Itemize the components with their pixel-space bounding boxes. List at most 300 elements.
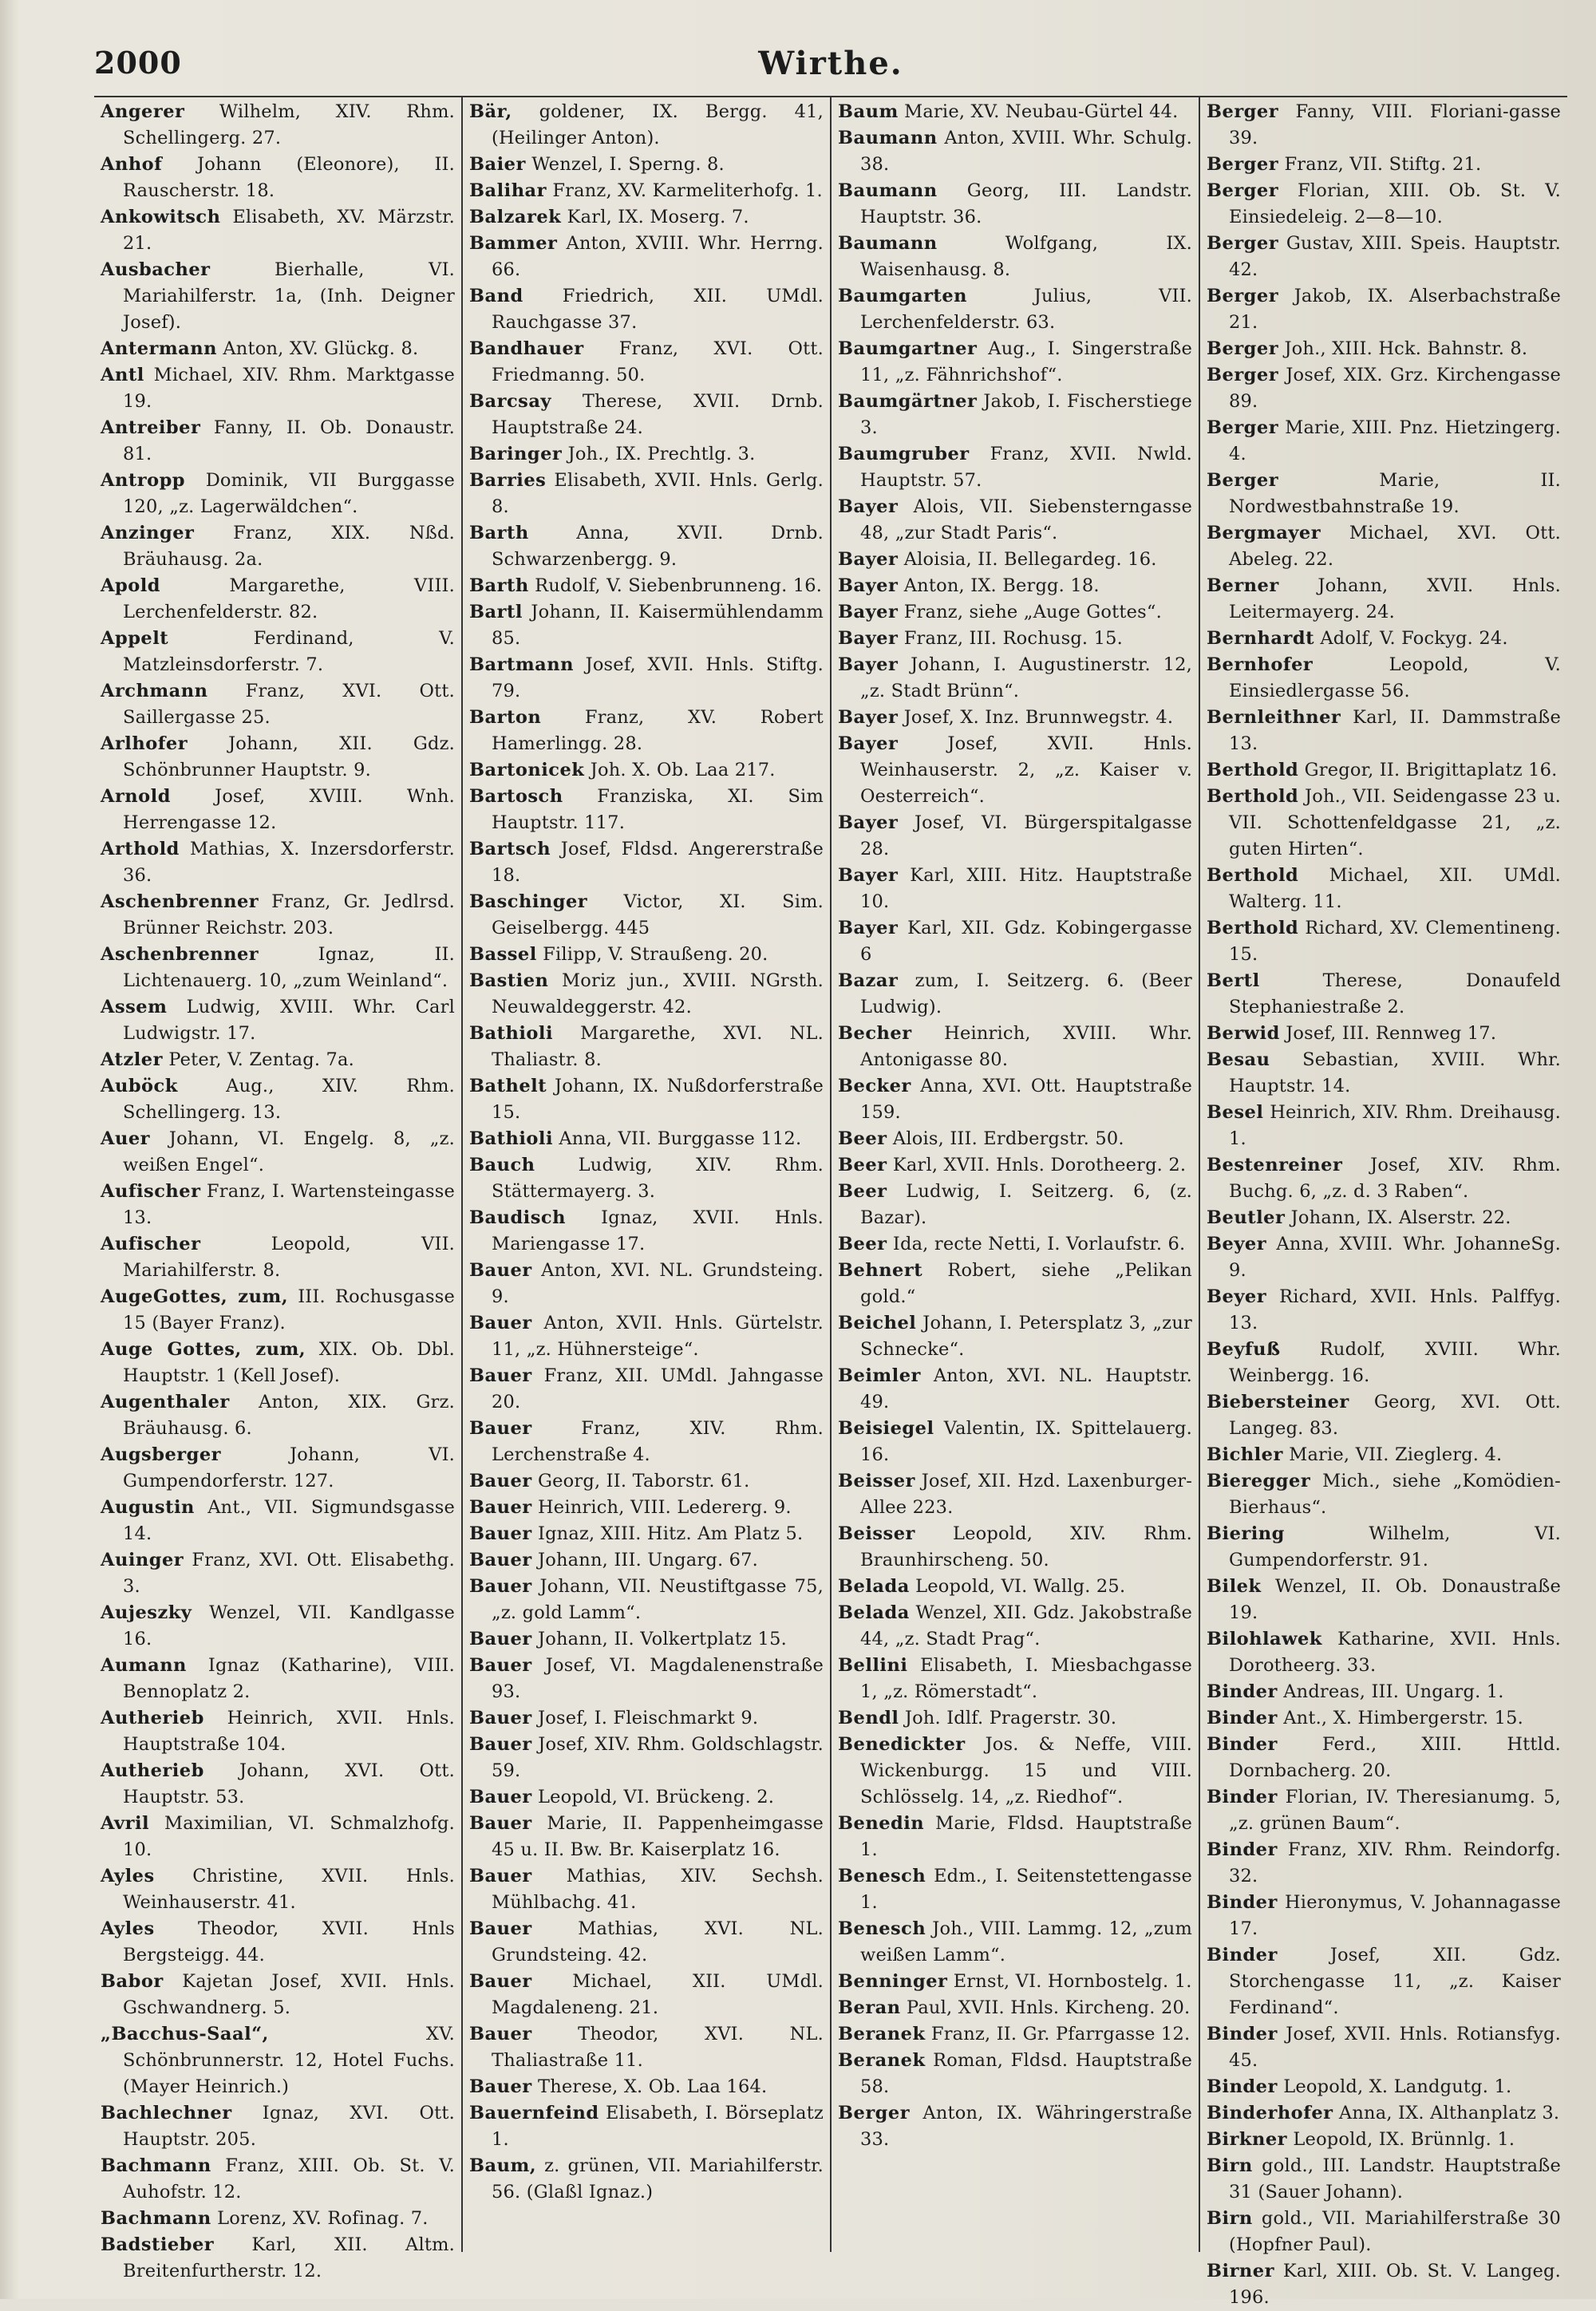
entry-details: Michael, XVI. Ott. Abeleg. 22. bbox=[1229, 523, 1561, 570]
directory-entry bbox=[838, 1021, 1192, 1073]
entry-surname: Baringer bbox=[469, 444, 563, 464]
entry-details: Wenzel, VII. Kandlgasse 16. bbox=[123, 1602, 455, 1649]
entry-details: Elisabeth, I. Börseplatz 1. bbox=[492, 2103, 824, 2150]
entry-details: Marie, VII. Zieglerg. 4. bbox=[1289, 1444, 1503, 1465]
entry-surname: Binder bbox=[1207, 2024, 1278, 2044]
directory-entry bbox=[1207, 1521, 1561, 1574]
entry-surname: Bassel bbox=[469, 944, 537, 965]
entry-details: Elisabeth, XV. Märzstr. 21. bbox=[123, 207, 455, 254]
directory-entry bbox=[1207, 1047, 1561, 1100]
directory-entry bbox=[1207, 362, 1561, 415]
directory-entry bbox=[1207, 2100, 1561, 2127]
entry-surname: Bayer bbox=[838, 549, 899, 570]
entry-details: Friedrich, XII. UMdl. Rauchgasse 37. bbox=[492, 286, 824, 333]
directory-entry bbox=[838, 1126, 1192, 1152]
directory-entry bbox=[101, 1969, 455, 2021]
entry-surname: Barth bbox=[469, 575, 529, 596]
entry-surname: Antreiber bbox=[101, 417, 201, 438]
entry-details: Ignaz (Katharine), VIII. Bennoplatz 2. bbox=[123, 1655, 456, 1702]
entry-details: Johann (Eleonore), II. Rauscherstr. 18. bbox=[123, 154, 455, 201]
entry-details: Johann, I. Augustinerstr. 12, „z. Stadt Brünn“. bbox=[860, 654, 1192, 701]
entry-details: Franz, XV. Robert Hamerlingg. 28. bbox=[492, 707, 824, 754]
entry-details: Joh. X. Ob. Laa 217. bbox=[590, 760, 776, 780]
entry-details: Franz, XIX. Nßd. Bräuhausg. 2a. bbox=[123, 523, 455, 570]
entry-surname: Angerer bbox=[101, 101, 185, 122]
directory-entry bbox=[1207, 1679, 1561, 1705]
entry-surname: Berger bbox=[1207, 154, 1279, 175]
directory-entry bbox=[1207, 2153, 1561, 2206]
entry-surname: Bauer bbox=[469, 1866, 532, 1886]
entry-details: Marie, XV. Neubau-Gürtel 44. bbox=[904, 101, 1179, 122]
entry-surname: Beimler bbox=[838, 1365, 921, 1386]
entry-surname: Berger bbox=[1207, 470, 1279, 491]
entry-details: Franz, XIII. Ob. St. V. Auhofstr. 12. bbox=[123, 2155, 455, 2202]
entry-surname: Avril bbox=[101, 1813, 150, 1834]
entry-surname: Beisser bbox=[838, 1471, 915, 1491]
entry-details: Franz, XVI. Ott. Saillergasse 25. bbox=[123, 681, 455, 728]
entry-details: Franz, II. Gr. Pfarrgasse 12. bbox=[930, 2024, 1191, 2044]
entry-surname: Beer bbox=[838, 1181, 887, 1202]
directory-entry bbox=[1207, 99, 1561, 152]
directory-entry bbox=[1207, 863, 1561, 915]
entry-details: Ignaz, XIII. Hitz. Am Platz 5. bbox=[537, 1523, 804, 1544]
directory-entry bbox=[469, 968, 824, 1021]
page-header bbox=[94, 45, 1567, 96]
entry-details: Margarethe, VIII. Lerchenfelderstr. 82. bbox=[123, 575, 455, 622]
entry-surname: Berger bbox=[1207, 233, 1279, 254]
entry-surname: Autherieb bbox=[101, 1708, 204, 1728]
directory-entry bbox=[469, 1863, 824, 1916]
entry-details: Ant., VII. Sigmundsgasse 14. bbox=[123, 1497, 456, 1544]
directory-entry bbox=[838, 1995, 1192, 2021]
entry-surname: Bachmann bbox=[101, 2208, 211, 2229]
entry-details: Anton, XIX. Grz. Bräuhausg. 6. bbox=[123, 1392, 455, 1439]
entry-details: Franz, I. Wartensteingasse 13. bbox=[123, 1181, 455, 1228]
entry-surname: Baumgruber bbox=[838, 444, 970, 464]
entry-surname: Bayer bbox=[838, 865, 899, 886]
entry-details: Aug., I. Singerstraße 11, „z. Fähnrichshof“. bbox=[860, 338, 1192, 385]
entry-details: Wenzel, XII. Gdz. Jakobstraße 44, „z. Stadt Prag“. bbox=[860, 1602, 1193, 1649]
entry-details: Josef, VI. Bürgerspitalgasse 28. bbox=[860, 812, 1192, 859]
entry-details: Therese, Donaufeld Stephaniestraße 2. bbox=[1229, 970, 1561, 1017]
entry-surname: Aschenbrenner bbox=[101, 944, 259, 965]
entry-details: Franz, VII. Stiftg. 21. bbox=[1284, 154, 1482, 175]
entry-details: Ludwig, I. Seitzerg. 6, (z. Bazar). bbox=[860, 1181, 1193, 1228]
entry-details: Valentin, IX. Spittelauerg. 16. bbox=[860, 1418, 1192, 1465]
entry-details: Johann, II. Volkertplatz 15. bbox=[537, 1629, 787, 1649]
entry-details: Jakob, IX. Alserbachstraße 21. bbox=[1229, 286, 1561, 333]
directory-entry bbox=[838, 626, 1192, 652]
entry-details: Josef, X. Inz. Brunnwegstr. 4. bbox=[903, 707, 1174, 728]
entry-details: Josef, XIV. Rhm. Buchg. 6, „z. d. 3 Raben“. bbox=[1229, 1155, 1561, 1202]
entry-surname: Baumann bbox=[838, 233, 938, 254]
entry-details: Anton, XVIII. Whr. Herrng. 66. bbox=[492, 233, 824, 280]
directory-entry bbox=[838, 125, 1192, 178]
entry-surname: Binder bbox=[1207, 1945, 1278, 1965]
entry-surname: Bergmayer bbox=[1207, 523, 1321, 543]
directory-entry bbox=[1207, 1442, 1561, 1468]
entry-details: Josef, Fldsd. Angererstraße 18. bbox=[492, 839, 824, 886]
entry-details: Leopold, VII. Mariahilferstr. 8. bbox=[123, 1234, 456, 1281]
entry-surname: Babor bbox=[101, 1971, 164, 1992]
directory-entry bbox=[1207, 757, 1561, 784]
entry-details: Therese, X. Ob. Laa 164. bbox=[537, 2076, 768, 2097]
entry-surname: Ausbacher bbox=[101, 259, 211, 280]
entry-surname: Bauer bbox=[469, 2076, 532, 2097]
directory-entry bbox=[838, 336, 1192, 389]
entry-surname: Autherieb bbox=[101, 1760, 204, 1781]
column-1 bbox=[94, 97, 463, 2281]
entry-details: Georg, XVI. Ott. Langeg. 83. bbox=[1229, 1392, 1561, 1439]
entry-surname: Bauer bbox=[469, 1971, 532, 1992]
directory-entry bbox=[838, 810, 1192, 863]
directory-entry bbox=[838, 1600, 1192, 1653]
entry-details: Paul, XVII. Hnls. Kircheng. 20. bbox=[906, 1997, 1191, 2018]
entry-details: Adolf, V. Fockyg. 24. bbox=[1320, 628, 1508, 649]
entry-surname: Bastien bbox=[469, 970, 549, 991]
entry-details: gold., III. Landstr. Hauptstraße 31 (Sauer Johann). bbox=[1229, 2155, 1562, 2202]
entry-details: Leopold, V. Einsiedlergasse 56. bbox=[1229, 654, 1562, 701]
entry-surname: Aumann bbox=[101, 1655, 187, 1676]
entry-surname: Bayer bbox=[838, 628, 899, 649]
entry-surname: Augsberger bbox=[101, 1444, 222, 1465]
directory-entry bbox=[838, 1916, 1192, 1969]
entry-details: zum, I. Seitzerg. 6. (Beer Ludwig). bbox=[860, 970, 1192, 1017]
entry-surname: Bathelt bbox=[469, 1076, 547, 1096]
entry-surname: Bathioli bbox=[469, 1128, 553, 1149]
directory-entry bbox=[101, 942, 455, 994]
entry-details: Elisabeth, XVII. Hnls. Gerlg. 8. bbox=[492, 470, 824, 517]
entry-surname: Beer bbox=[838, 1155, 887, 1175]
entry-surname: Bayer bbox=[838, 733, 899, 754]
entry-details: Anton, XVII. Hnls. Gürtelstr. 11, „z. Hühnersteige“. bbox=[492, 1313, 824, 1360]
entry-surname: Berger bbox=[1207, 365, 1279, 385]
entry-details: Heinrich, XVII. Hnls. Hauptstraße 104. bbox=[123, 1708, 455, 1755]
directory-entry bbox=[469, 1732, 824, 1784]
directory-entry bbox=[1207, 415, 1561, 468]
entry-surname: Baumgarten bbox=[838, 286, 967, 306]
entry-surname: Barton bbox=[469, 707, 542, 728]
directory-entry bbox=[469, 178, 824, 204]
entry-details: Franziska, XI. Sim Hauptstr. 117. bbox=[492, 786, 824, 833]
entry-details: Joh., XIII. Hck. Bahnstr. 8. bbox=[1284, 338, 1528, 359]
entry-surname: Bauer bbox=[469, 1550, 532, 1570]
directory-entry bbox=[101, 362, 455, 415]
directory-entry bbox=[1207, 915, 1561, 968]
entry-details: Michael, XII. UMdl. Magdaleneng. 21. bbox=[492, 1971, 824, 2018]
directory-entry bbox=[1207, 2206, 1561, 2258]
directory-entry bbox=[1207, 1021, 1561, 1047]
directory-entry bbox=[101, 1284, 455, 1337]
directory-entry bbox=[838, 389, 1192, 441]
entry-surname: Bellini bbox=[838, 1655, 908, 1676]
entry-surname: Becher bbox=[838, 1023, 912, 1044]
entry-details: Franz, XVI. Ott. Friedmanng. 50. bbox=[492, 338, 824, 385]
entry-details: Anton, XV. Glückg. 8. bbox=[223, 338, 419, 359]
entry-surname: Birner bbox=[1207, 2261, 1274, 2281]
entry-surname: Ayles bbox=[101, 1866, 155, 1886]
entry-details: Aug., XIV. Rhm. Schellingerg. 13. bbox=[123, 1076, 455, 1123]
entry-surname: Bachlechner bbox=[101, 2103, 232, 2123]
directory-entry bbox=[101, 99, 455, 152]
entry-surname: Bartl bbox=[469, 602, 523, 622]
entry-details: Elisabeth, I. Miesbachgasse 1, „z. Römerstadt“. bbox=[860, 1655, 1192, 1702]
directory-entry bbox=[1207, 784, 1561, 863]
entry-surname: Bayer bbox=[838, 575, 899, 596]
entry-details: Sebastian, XVIII. Whr. Hauptstr. 14. bbox=[1229, 1049, 1561, 1096]
entry-details: goldener, IX. Bergg. 41, (Heilinger Anton). bbox=[492, 101, 824, 148]
entry-surname: Binder bbox=[1207, 1708, 1278, 1728]
entry-details: Fanny, II. Ob. Donaustr. 81. bbox=[123, 417, 455, 464]
entry-surname: Berwid bbox=[1207, 1023, 1280, 1044]
entry-surname: Bauer bbox=[469, 1418, 532, 1439]
directory-entry bbox=[838, 99, 1192, 125]
entry-surname: Baumgartner bbox=[838, 338, 978, 359]
entry-details: Heinrich, VIII. Ledererg. 9. bbox=[537, 1497, 792, 1518]
directory-entry bbox=[101, 2153, 455, 2206]
entry-details: Ignaz, XVII. Hnls. Mariengasse 17. bbox=[492, 1207, 824, 1254]
directory-entry bbox=[838, 2021, 1192, 2048]
entry-surname: Bauer bbox=[469, 1629, 532, 1649]
directory-entry bbox=[1207, 468, 1561, 520]
entry-details: Filipp, V. Straußeng. 20. bbox=[543, 944, 768, 965]
directory-entry bbox=[838, 1073, 1192, 1126]
directory-entry bbox=[101, 1073, 455, 1126]
directory-entry bbox=[101, 257, 455, 336]
directory-entry bbox=[469, 836, 824, 889]
directory-entry bbox=[1207, 2127, 1561, 2153]
entry-details: Therese, XVII. Drnb. Hauptstraße 24. bbox=[492, 391, 824, 438]
directory-entry bbox=[469, 2100, 824, 2153]
directory-entry bbox=[838, 599, 1192, 626]
entry-details: Mathias, XVI. NL. Grundsteing. 42. bbox=[492, 1918, 824, 1965]
entry-surname: Berger bbox=[1207, 417, 1279, 438]
entry-details: Florian, XIII. Ob. St. V. Einsiedeleig. 2—8—10. bbox=[1229, 180, 1561, 227]
entry-details: Josef, III. Rennweg 17. bbox=[1286, 1023, 1497, 1044]
directory-entry bbox=[469, 942, 824, 968]
entry-surname: Beer bbox=[838, 1234, 887, 1254]
directory-entry bbox=[101, 1231, 455, 1284]
entry-surname: Bazar bbox=[838, 970, 899, 991]
entry-surname: Bayer bbox=[838, 602, 899, 622]
entry-details: Josef, I. Fleischmarkt 9. bbox=[537, 1708, 759, 1728]
entry-surname: Benesch bbox=[838, 1866, 926, 1886]
entry-details: z. grünen, VII. Mariahilferstr. 56. (Glaßl Ignaz.) bbox=[492, 2155, 824, 2202]
entry-surname: Ayles bbox=[101, 1918, 155, 1939]
entry-surname: Beyfuß bbox=[1207, 1339, 1281, 1360]
directory-entry bbox=[838, 231, 1192, 283]
entry-surname: Bauer bbox=[469, 1497, 532, 1518]
entry-surname: Bauer bbox=[469, 1313, 532, 1333]
directory-entry bbox=[1207, 1231, 1561, 1284]
entry-details: Mathias, X. Inzersdorferstr. 36. bbox=[123, 839, 455, 886]
entry-surname: Bartsch bbox=[469, 839, 551, 859]
entry-details: Franz, XVII. Nwld. Hauptstr. 57. bbox=[860, 444, 1193, 491]
entry-details: gold., VII. Mariahilferstraße 30 (Hopfner Paul). bbox=[1229, 2208, 1561, 2255]
directory-entry bbox=[1207, 1284, 1561, 1337]
directory-entry bbox=[101, 2206, 455, 2232]
directory-entry bbox=[838, 547, 1192, 573]
entry-surname: Bauch bbox=[469, 1155, 535, 1175]
entry-surname: Berthold bbox=[1207, 918, 1299, 938]
entry-details: Leopold, XIV. Rhm. Braunhirscheng. 50. bbox=[860, 1523, 1193, 1570]
entry-surname: Bauer bbox=[469, 1655, 532, 1676]
column-3 bbox=[832, 97, 1200, 2252]
directory-entry bbox=[1207, 1389, 1561, 1442]
entry-surname: Bartosch bbox=[469, 786, 563, 807]
entry-details: Georg, II. Taborstr. 61. bbox=[537, 1471, 750, 1491]
entry-surname: Berger bbox=[838, 2103, 911, 2123]
entry-details: Theodor, XVII. Hnls Bergsteigg. 44. bbox=[123, 1918, 455, 1965]
entry-surname: Bernhardt bbox=[1207, 628, 1314, 649]
entry-details: Ludwig, XVIII. Whr. Carl Ludwigstr. 17. bbox=[123, 997, 455, 1044]
entry-details: Julius, VII. Lerchenfelderstr. 63. bbox=[860, 286, 1192, 333]
directory-entry bbox=[1207, 178, 1561, 231]
entry-surname: Beer bbox=[838, 1128, 887, 1149]
entry-surname: Biering bbox=[1207, 1523, 1285, 1544]
entry-details: Johann, XVII. Hnls. Leitermayerg. 24. bbox=[1229, 575, 1561, 622]
entry-surname: Becker bbox=[838, 1076, 911, 1096]
entry-surname: Bammer bbox=[469, 233, 558, 254]
directory-entry bbox=[469, 283, 824, 336]
directory-entry bbox=[469, 204, 824, 231]
entry-surname: Beranek bbox=[838, 2024, 926, 2044]
entry-details: Mathias, XIV. Sechsh. Mühlbachg. 41. bbox=[492, 1866, 824, 1913]
entry-details: Johann, III. Ungarg. 67. bbox=[537, 1550, 759, 1570]
directory-entry bbox=[101, 1179, 455, 1231]
directory-entry bbox=[469, 336, 824, 389]
entry-surname: AugeGottes, zum, bbox=[101, 1286, 289, 1307]
directory-entry bbox=[838, 1811, 1192, 1863]
entry-surname: Bathioli bbox=[469, 1023, 553, 1044]
entry-surname: Bayer bbox=[838, 654, 899, 675]
entry-surname: Beisiegel bbox=[838, 1418, 934, 1439]
entry-surname: Binder bbox=[1207, 1681, 1278, 1702]
entry-details: Franz, Gr. Jedlrsd. Brünner Reichstr. 203. bbox=[123, 891, 455, 938]
entry-details: Wilhelm, XIV. Rhm. Schellingerg. 27. bbox=[123, 101, 455, 148]
entry-surname: Baier bbox=[469, 154, 526, 175]
directory-entry bbox=[101, 889, 455, 942]
directory-entry bbox=[1207, 1890, 1561, 1942]
entry-details: Anton, XVI. NL. Hauptstr. 49. bbox=[860, 1365, 1193, 1412]
directory-entry bbox=[469, 1547, 824, 1574]
entry-surname: Balihar bbox=[469, 180, 547, 201]
entry-surname: Besau bbox=[1207, 1049, 1270, 1070]
entry-details: Gustav, XIII. Speis. Hauptstr. 42. bbox=[1229, 233, 1561, 280]
entry-surname: Assem bbox=[101, 997, 168, 1017]
directory-entry bbox=[1207, 231, 1561, 283]
directory-entry bbox=[469, 1626, 824, 1653]
entry-details: Johann, VI. Engelg. 8, „z. weißen Engel“. bbox=[123, 1128, 455, 1175]
directory-columns bbox=[94, 96, 1567, 2308]
directory-entry bbox=[1207, 1626, 1561, 1679]
entry-details: Karl, XIII. Hitz. Hauptstraße 10. bbox=[860, 865, 1192, 912]
entry-details: Johann, XII. Gdz. Schönbrunner Hauptstr. 9. bbox=[123, 733, 455, 780]
entry-details: Wenzel, II. Ob. Donaustraße 19. bbox=[1229, 1576, 1561, 1623]
entry-surname: Binder bbox=[1207, 1787, 1278, 1807]
entry-details: Heinrich, XVIII. Whr. Antonigasse 80. bbox=[860, 1023, 1192, 1070]
entry-surname: Badstieber bbox=[101, 2234, 215, 2255]
entry-surname: Archmann bbox=[101, 681, 208, 701]
entry-surname: Beranek bbox=[838, 2050, 926, 2071]
entry-details: Marie, II. Nordwestbahnstraße 19. bbox=[1229, 470, 1561, 517]
entry-details: Mich., siehe „Komödien-Bierhaus“. bbox=[1229, 1471, 1561, 1518]
entry-surname: Atzler bbox=[101, 1049, 163, 1070]
entry-surname: Arlhofer bbox=[101, 733, 188, 754]
directory-entry bbox=[469, 231, 824, 283]
directory-entry bbox=[101, 678, 455, 731]
directory-entry bbox=[469, 1205, 824, 1258]
entry-surname: Auge Gottes, zum, bbox=[101, 1339, 306, 1360]
directory-entry bbox=[838, 1231, 1192, 1258]
directory-entry bbox=[469, 2153, 824, 2206]
entry-details: Ant., X. Himbergerstr. 15. bbox=[1283, 1708, 1524, 1728]
column-4 bbox=[1200, 97, 1567, 2308]
entry-surname: Bauer bbox=[469, 1471, 532, 1491]
directory-entry bbox=[469, 1021, 824, 1073]
entry-details: Georg, III. Landstr. Hauptstr. 36. bbox=[860, 180, 1192, 227]
directory-entry bbox=[469, 152, 824, 178]
directory-entry bbox=[469, 1258, 824, 1310]
directory-entry bbox=[469, 784, 824, 836]
entry-surname: Beutler bbox=[1207, 1207, 1286, 1228]
entry-details: Kajetan Josef, XVII. Hnls. Gschwandnerg. 5. bbox=[123, 1971, 455, 2018]
directory-entry bbox=[101, 994, 455, 1047]
directory-entry bbox=[838, 1732, 1192, 1811]
entry-details: Anton, XVI. NL. Grundsteing. 9. bbox=[492, 1260, 824, 1307]
entry-details: Johann, VI. Gumpendorferstr. 127. bbox=[123, 1444, 456, 1491]
directory-entry bbox=[101, 336, 455, 362]
entry-surname: Bayer bbox=[838, 496, 899, 517]
entry-surname: Bär, bbox=[469, 101, 512, 122]
directory-entry bbox=[469, 1363, 824, 1416]
entry-details: Alois, III. Erdbergstr. 50. bbox=[892, 1128, 1124, 1149]
entry-details: Florian, IV. Theresianumg. 5, „z. grünen Baum“. bbox=[1229, 1787, 1561, 1834]
entry-surname: Binder bbox=[1207, 2076, 1278, 2097]
entry-surname: Beran bbox=[838, 1997, 901, 2018]
entry-surname: Antermann bbox=[101, 338, 217, 359]
directory-entry bbox=[101, 1442, 455, 1495]
entry-details: Josef, XII. Gdz. Storchengasse 11, „z. Kaiser Ferdinand“. bbox=[1229, 1945, 1561, 2018]
entry-surname: Bauer bbox=[469, 1260, 532, 1281]
entry-surname: Benedickter bbox=[838, 1734, 966, 1755]
directory-entry bbox=[1207, 520, 1561, 573]
directory-entry bbox=[469, 1126, 824, 1152]
directory-entry bbox=[101, 1916, 455, 1969]
entry-details: Jakob, I. Fischerstiege 3. bbox=[860, 391, 1192, 438]
entry-details: Franz, siehe „Auge Gottes“. bbox=[903, 602, 1162, 622]
entry-details: Fanny, VIII. Floriani-gasse 39. bbox=[1229, 101, 1561, 148]
directory-entry bbox=[101, 1653, 455, 1705]
entry-surname: Aufischer bbox=[101, 1234, 201, 1254]
entry-details: Marie, II. Pappenheimgasse 45 u. II. Bw. Br. Kaiserplatz 16. bbox=[492, 1813, 824, 1860]
entry-details: Johann, II. Kaisermühlendamm 85. bbox=[492, 602, 824, 649]
entry-details: Karl, XIII. Ob. St. V. Langeg. 196. bbox=[1229, 2261, 1561, 2308]
directory-entry bbox=[469, 889, 824, 942]
entry-details: Peter, V. Zentag. 7a. bbox=[168, 1049, 355, 1070]
entry-surname: Antl bbox=[101, 365, 144, 385]
entry-surname: Auer bbox=[101, 1128, 150, 1149]
directory-entry bbox=[838, 573, 1192, 599]
directory-entry bbox=[838, 283, 1192, 336]
directory-entry bbox=[1207, 2258, 1561, 2311]
directory-entry bbox=[469, 1705, 824, 1732]
entry-details: Rudolf, V. Siebenbrunneng. 16. bbox=[535, 575, 823, 596]
directory-entry bbox=[838, 1152, 1192, 1179]
directory-entry bbox=[469, 573, 824, 599]
page-title: Wirthe. bbox=[758, 45, 903, 82]
directory-entry bbox=[1207, 1942, 1561, 2021]
